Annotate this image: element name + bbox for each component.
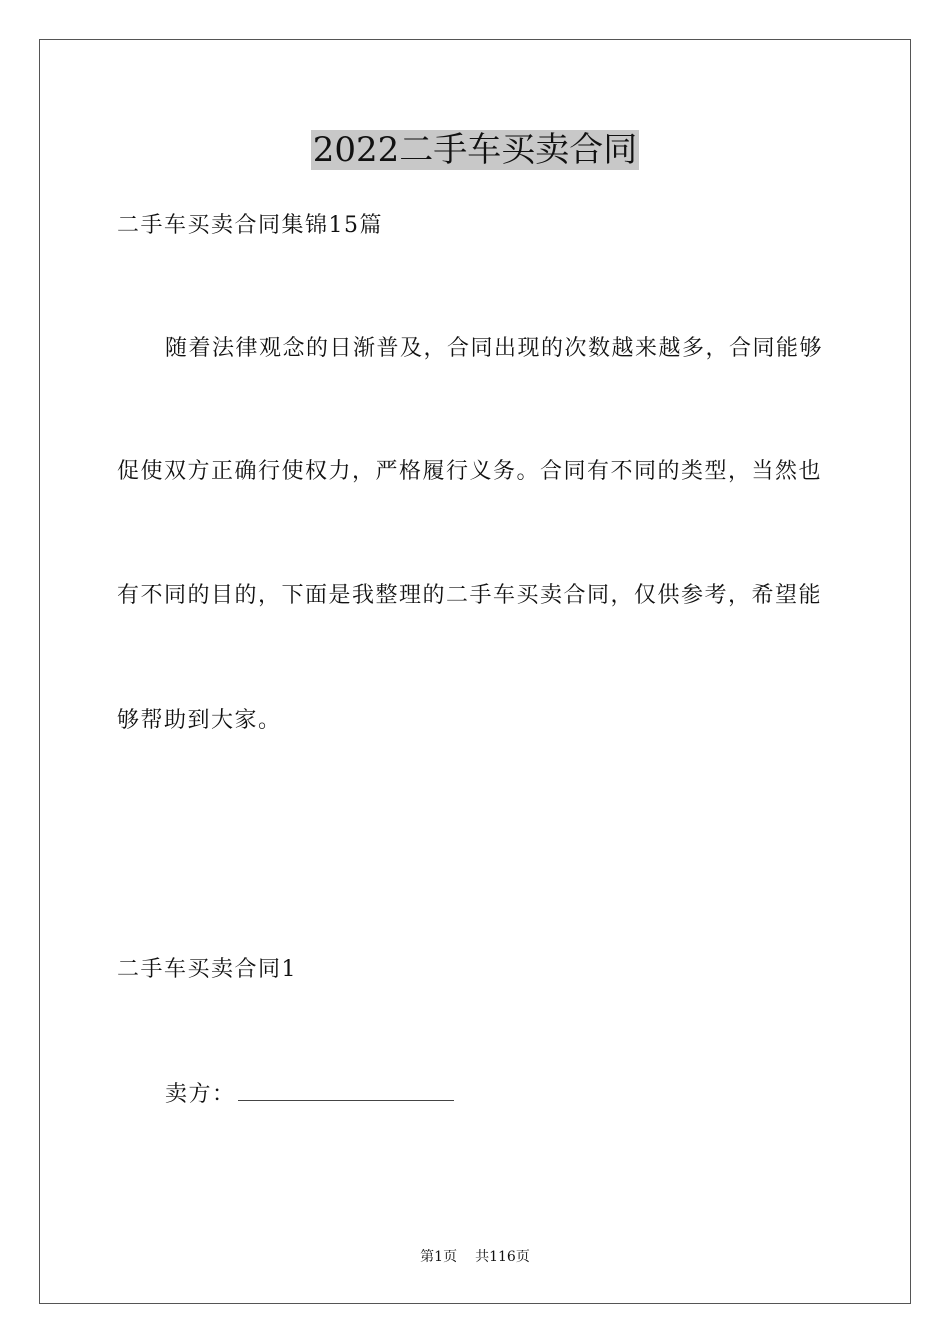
intro-line-2: 促使双方正确行使权力，严格履行义务。合同有不同的类型，当然也 <box>117 459 823 484</box>
seller-field <box>165 1080 454 1110</box>
document-title-text: 2022二手车买卖合同 <box>312 130 638 170</box>
document-subtitle: 二手车买卖合同集锦15篇 <box>117 213 383 238</box>
seller-label: 卖方： <box>165 1082 236 1107</box>
seller-signature-line <box>238 1080 454 1101</box>
intro-line-1: 随着法律观念的日渐普及，合同出现的次数越来越多，合同能够 <box>165 336 824 361</box>
intro-line-4: 够帮助到大家。 <box>117 708 282 733</box>
page-number: 第1页 <box>420 1249 458 1265</box>
intro-line-3: 有不同的目的，下面是我整理的二手车买卖合同，仅供参考，希望能 <box>117 583 823 608</box>
document-title <box>0 128 950 172</box>
page-total: 共116页 <box>475 1249 530 1265</box>
section-heading: 二手车买卖合同1 <box>117 957 297 982</box>
page-footer <box>0 1248 950 1266</box>
